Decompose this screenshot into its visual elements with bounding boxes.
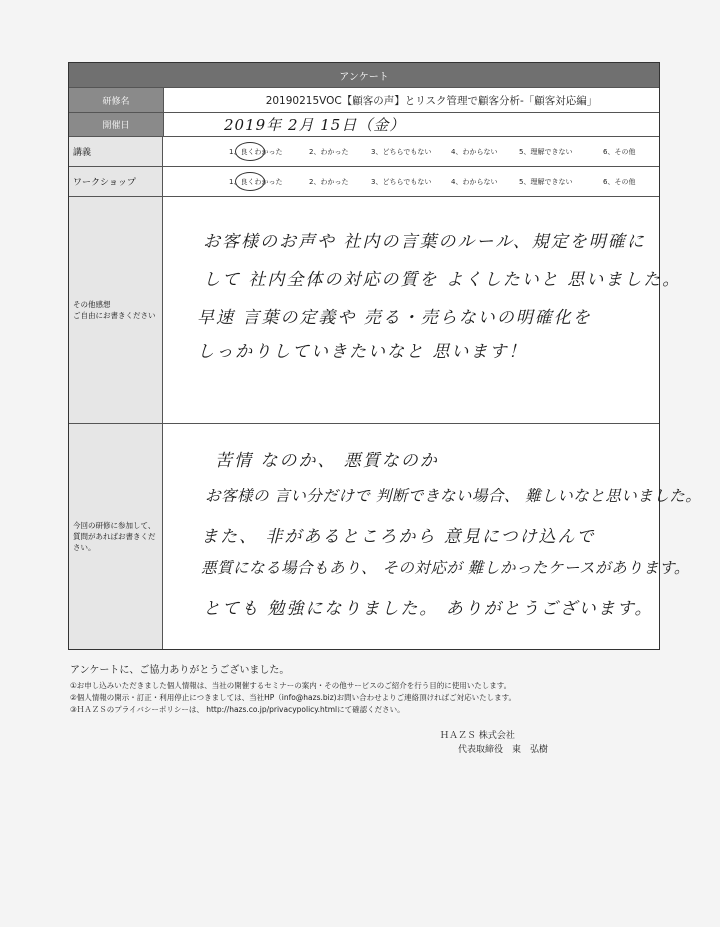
lecture-option-2[interactable]: 2、わかった: [309, 148, 349, 156]
impressions-field[interactable]: [163, 197, 682, 423]
questions-row: [69, 424, 702, 649]
privacy-note-1: ①お申し込みいただきました個人情報は、当社の開催するセミナーの案内・その他サービスのご紹介を行う目的に使用いたします。: [70, 681, 512, 690]
course-title: 20190215VOC【顧客の声】とリスク管理で顧客分析-「顧客対応編」: [265, 94, 598, 107]
survey-form: [68, 62, 702, 650]
questions-label: 今回の研修に参加して、 質問があればお書きください。: [69, 424, 163, 649]
lecture-option-5[interactable]: 5、理解できない: [519, 148, 573, 156]
impressions-line: お客様のお声や 社内の言葉のルール、規定を明確に: [203, 232, 646, 252]
questions-line: また、 非があるところから 意見につけ込んで: [201, 527, 596, 547]
representative-name: 代表取締役 東 弘樹: [458, 745, 549, 755]
workshop-option-4[interactable]: 4、わからない: [451, 178, 498, 186]
questions-line: お客様の 言い分だけで 判断できない場合、 難しいなと思いました。: [205, 487, 702, 505]
date-label: 開催日: [69, 113, 164, 136]
workshop-option-6[interactable]: 6、その他: [603, 178, 636, 186]
questions-line: とても 勉強になりました。 ありがとうございます。: [203, 599, 654, 619]
questions-line: 苦情 なのか、 悪質なのか: [215, 451, 439, 471]
lecture-option-6[interactable]: 6、その他: [603, 148, 636, 156]
lecture-row: [69, 137, 659, 167]
workshop-option-1[interactable]: 1、良くわかった: [229, 178, 283, 186]
lecture-option-4[interactable]: 4、わからない: [451, 148, 498, 156]
impressions-line: 早速 言葉の定義や 売る・売らないの明確化を: [197, 308, 592, 328]
date-row: [69, 113, 659, 137]
workshop-options: [163, 167, 659, 196]
impressions-line: しっかりしていきたいなと 思います！: [197, 342, 528, 362]
impressions-label: その他感想 ご自由にお書きください: [69, 197, 163, 423]
privacy-note-3: ③ＨＡＺＳのプライバシーポリシーは、 http://hazs.co.jp/privacypolicy.htmlにて確認ください。: [70, 705, 405, 714]
workshop-label: ワークショップ: [69, 167, 163, 196]
lecture-option-1[interactable]: 1、良くわかった: [229, 148, 283, 156]
workshop-option-3[interactable]: 3、どちらでもない: [371, 178, 432, 186]
privacy-note-2: ②個人情報の開示・訂正・利用停止につきましては、当社HP（info@hazs.biz)お問い合わせよりご連絡頂ければご対応いたします。: [70, 693, 516, 702]
workshop-option-2[interactable]: 2、わかった: [309, 178, 349, 186]
impressions-line: して 社内全体の対応の質を よくしたいと 思いました。: [203, 270, 682, 290]
lecture-label: 講義: [69, 137, 163, 166]
workshop-option-5[interactable]: 5、理解できない: [519, 178, 573, 186]
survey-header: [69, 63, 659, 88]
workshop-row: [69, 167, 659, 197]
questions-field[interactable]: [163, 424, 702, 649]
company-name: ＨＡＺＳ 株式会社: [440, 731, 515, 741]
thanks-text: アンケートに、ご協力ありがとうございました。: [70, 665, 290, 676]
course-label: 研修名: [69, 88, 164, 112]
date-value: 2019年 2月 15日（金）: [224, 116, 406, 134]
survey-title: アンケート: [339, 71, 389, 83]
course-row: [69, 88, 659, 113]
lecture-options: [163, 137, 659, 166]
lecture-option-3[interactable]: 3、どちらでもない: [371, 148, 432, 156]
impressions-row: [69, 197, 682, 424]
questions-line: 悪質になる場合もあり、 その対応が 難しかったケースがあります。: [201, 559, 690, 577]
